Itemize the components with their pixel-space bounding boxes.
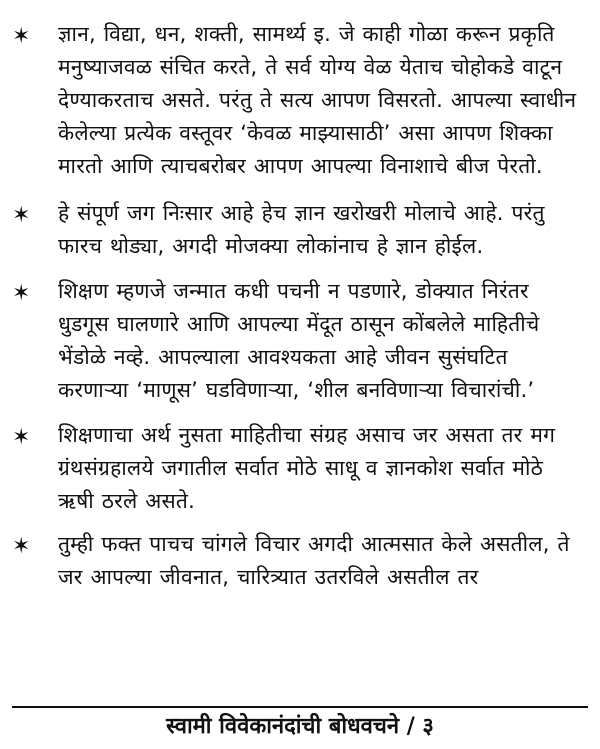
quote-item: [0, 528, 600, 594]
star-bullet-icon: ✶: [12, 534, 31, 559]
star-bullet-icon: ✶: [12, 425, 31, 450]
quote-text: हे संपूर्ण जग निःसार आहे हेच ज्ञान खरोखरी मोलाचे आहे. परंतु फारच थोड्या, अगदी मोजक्या लोकांनाच हे ज्ञान होईल.: [58, 201, 545, 258]
quote-item: [0, 275, 600, 407]
page-footer: स्वामी विवेकानंदांची बोधवचने / ३: [166, 713, 434, 739]
star-bullet-icon: ✶: [12, 24, 31, 49]
quote-item: [0, 197, 600, 263]
quote-list: [0, 18, 600, 607]
footer-divider: [12, 706, 588, 708]
quote-item: [0, 18, 600, 183]
star-bullet-icon: ✶: [12, 281, 31, 306]
quote-text: तुम्ही फक्त पाचच चांगले विचार अगदी आत्मसात केले असतील, ते जर आपल्या जीवनात, चारित्र्यात उतरविले असतील तर: [58, 532, 570, 589]
quote-text: शिक्षण म्हणजे जन्मात कधी पचनी न पडणारे, डोक्यात निरंतर धुडगूस घालणारे आणि आपल्या मेंदूत ठासून कोंबलेले माहितीचे भेंडोळे नव्हे. आपल्याला आवश्यकता आहे जीवन सुसंघटित करणाऱ्या ‘माणूस’ घडविणाऱ्या, ‘शील बनविणाऱ्या विचारांची.’: [58, 279, 540, 402]
star-bullet-icon: ✶: [12, 203, 31, 228]
quote-text: ज्ञान, विद्या, धन, शक्ती, सामर्थ्य इ. जे काही गोळा करून प्रकृति मनुष्याजवळ संचित करते, ते सर्व योग्य वेळ येताच चोहोकडे वाटून देण्याकरताच असते. परंतु ते सत्य आपण विसरतो. आपल्या स्वाधीन केलेल्या प्रत्येक वस्तूवर ‘केवळ माझ्यासाठी’ असा आपण शिक्का मारतो आणि त्याचबरोबर आपण आपल्या विनाशाचे बीज पेरतो.: [58, 22, 577, 178]
quote-text: शिक्षणाचा अर्थ नुसता माहितीचा संग्रह असाच जर असता तर मग ग्रंथसंग्रहालये जगातील सर्वात मोठे साधू व ज्ञानकोश सर्वात मोठे ऋषी ठरले असते.: [58, 423, 556, 513]
quote-item: [0, 419, 600, 518]
